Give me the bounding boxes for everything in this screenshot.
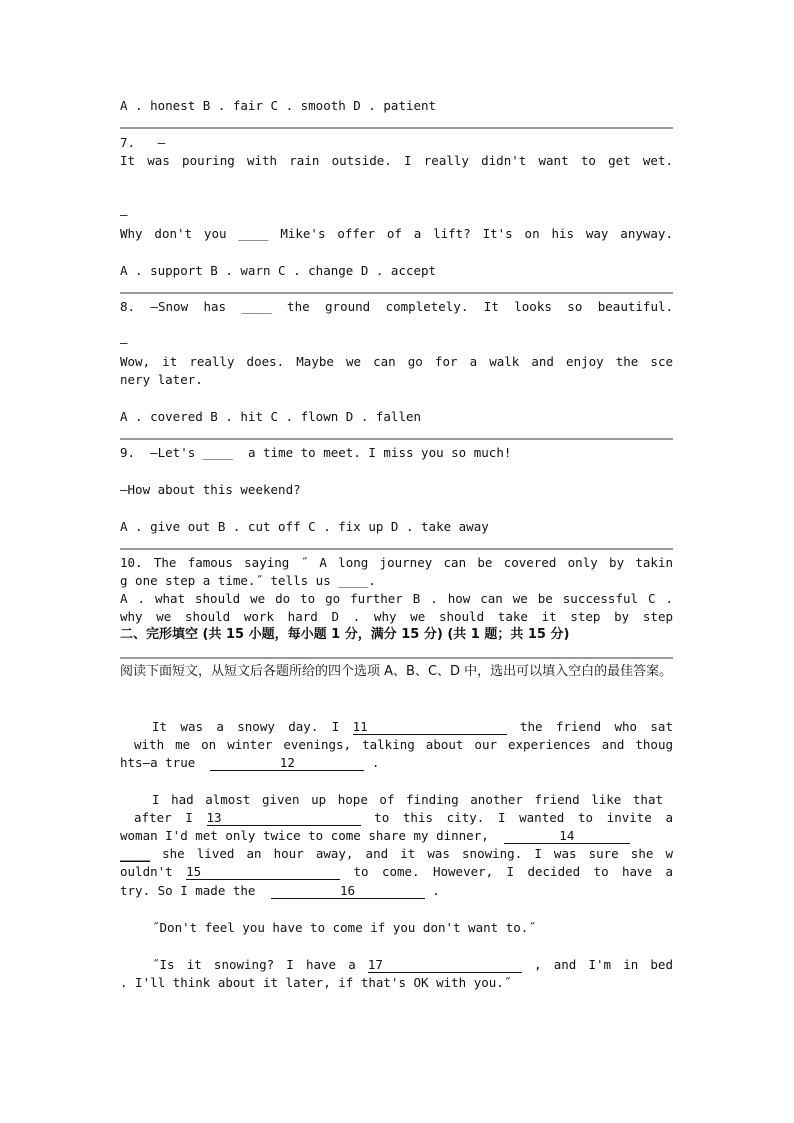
passage-p1-line1: It was a snowy day. I 11 the friend who sat — [152, 719, 673, 734]
passage-p4-line2: . I'll think about it later, if that's OK with you.˝ — [120, 975, 512, 990]
passage-p2-line1: I had almost given up hope of finding another friend like that — [152, 792, 663, 807]
q7-line1: It was pouring with rain outside. I really didn't want to get wet. — [120, 153, 673, 168]
passage-p2-line3: woman I'd met only twice to come share my dinner, 14 — [120, 827, 673, 845]
divider — [120, 127, 673, 129]
q7-options: A . support B . warn C . change D . accept — [120, 263, 437, 278]
divider — [120, 548, 673, 550]
blank-16: 16 — [271, 883, 425, 899]
q9-line1: 9. —Let's ____ a time to meet. I miss you so much! — [120, 445, 512, 460]
q10-line2: g one step a time.˝ tells us ____. — [120, 573, 376, 588]
passage-p1-line3: hts—a true 12 . — [120, 755, 380, 770]
q8-line1: 8. —Snow has ____ the ground completely. It looks so beautiful. — [120, 299, 674, 314]
passage-p4-line1: ˝Is it snowing? I have a 17 , and I'm in bed — [152, 957, 673, 972]
passage-p2-line5: ouldn't 15 to come. However, I decided to have a — [120, 864, 674, 879]
passage-p2-line2: after I 13 to this city. I wanted to invite a — [134, 810, 674, 825]
q7-blank: ____ — [238, 226, 269, 241]
passage-p2-line6: try. So I made the 16 . — [120, 883, 440, 898]
q8-line2a: Wow, it really does. Maybe we can go for a walk and enjoy the sce — [120, 354, 673, 369]
q9-blank: ____ — [202, 445, 233, 460]
passage-p3: ˝Don't feel you have to come if you don't want to.˝ — [152, 920, 536, 935]
blank-15: 15 — [186, 864, 340, 880]
q10-line1: 10. The famous saying ˝ A long journey can be covered only by takin — [120, 555, 673, 570]
q9-line2: —How about this weekend? — [120, 482, 301, 497]
blank-17: 17 — [368, 957, 522, 973]
blank-12: 12 — [210, 755, 364, 771]
q6-options: A . honest B . fair C . smooth D . patient — [120, 98, 437, 113]
q8-options: A . covered B . hit C . flown D . fallen — [120, 409, 422, 424]
q7-dash2: — — [120, 207, 128, 222]
passage-p1-line2: with me on winter evenings, talking about our experiences and thoug — [134, 737, 673, 752]
divider — [120, 657, 673, 659]
section2-heading: 二、完形填空 (共 15 小题，每小题 1 分，满分 15 分) (共 1 题；共 15 分) — [120, 627, 570, 642]
blank-11: 11 — [353, 719, 507, 735]
section2-instruction: 阅读下面短文，从短文后各题所给的四个选项 A、B、C、D 中，选出可以填入空白的最佳答案。 — [120, 664, 673, 679]
blank-14-continued: ____ — [120, 846, 151, 861]
q9-options: A . give out B . cut off C . fix up D . take away — [120, 519, 489, 534]
passage-p2-line4: ____ she lived an hour away, and it was snowing. I was sure she w — [120, 846, 673, 861]
blank-13: 13 — [207, 810, 361, 826]
blank-14: 14 — [504, 828, 630, 844]
q7-number: 7. — [120, 135, 136, 150]
divider — [120, 292, 673, 294]
q7-number-line — [120, 134, 673, 152]
q8-line2b: nery later. — [120, 372, 203, 387]
q8-dash2: — — [120, 335, 128, 350]
q10-blank: ____. — [338, 573, 376, 588]
q7-dash: — — [157, 135, 166, 150]
q8-blank: ____ — [241, 299, 272, 314]
q10-options-a: A . what should we do to go further B . how can we be successful C . — [120, 591, 673, 606]
q10-options-b: why we should work hard D . why we should take it step by step — [120, 609, 673, 624]
q7-line2: Why don't you ____ Mike's offer of a lift? It's on his way anyway. — [120, 226, 673, 241]
divider — [120, 438, 673, 440]
